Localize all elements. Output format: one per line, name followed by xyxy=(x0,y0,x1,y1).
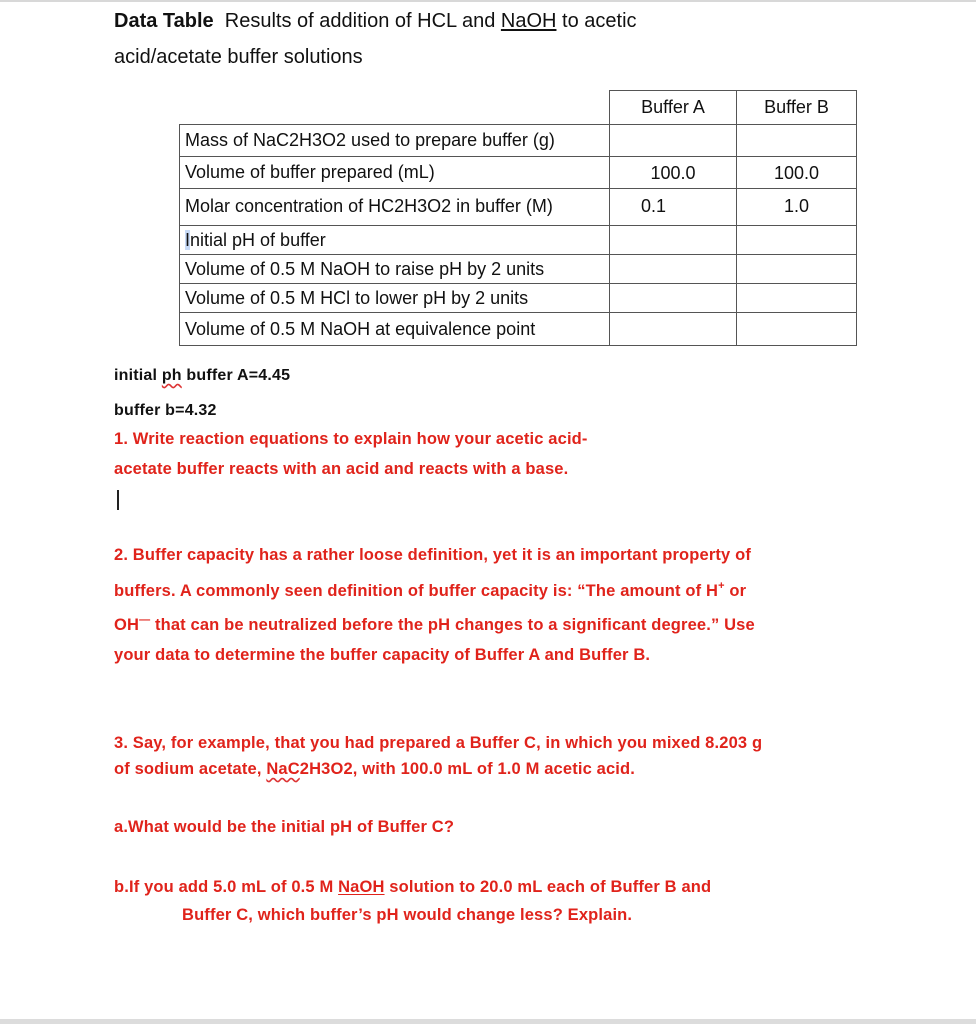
question-1-line-1: 1. Write reaction equations to explain how your acetic acid- xyxy=(114,430,588,448)
top-page-edge xyxy=(0,0,976,2)
question-3-line-1: 3. Say, for example, that you had prepared a Buffer C, in which you mixed 8.203 g xyxy=(114,734,763,752)
row-label-hcl-lower[interactable]: Volume of 0.5 M HCl to lower pH by 2 units xyxy=(179,283,610,313)
question-2-line-3 xyxy=(114,616,755,635)
cell-a-equivalence[interactable] xyxy=(609,312,737,346)
text-cursor xyxy=(117,490,119,510)
q3b-naoh-misspelling: NaOH xyxy=(338,878,385,896)
cell-b-equivalence[interactable] xyxy=(736,312,857,346)
q3-text-end: 2H3O2, with 100.0 mL of 1.0 M acetic acid. xyxy=(299,760,635,778)
cell-b-hcl-lower[interactable] xyxy=(736,283,857,313)
title-naoh-misspelling: NaOH xyxy=(500,10,557,32)
text-selection-highlight: I xyxy=(185,230,191,250)
row-label-initial-ph[interactable] xyxy=(179,225,610,255)
cell-b-mass[interactable] xyxy=(736,124,857,157)
row-label-volume[interactable]: Volume of buffer prepared (mL) xyxy=(179,156,610,189)
q2-oh-text: OH xyxy=(114,616,140,634)
row-label-initial-ph-text: nitial pH of buffer xyxy=(190,230,326,250)
col-header-buffer-b: Buffer B xyxy=(736,90,857,125)
question-2-line-4: your data to determine the buffer capacity of Buffer A and Buffer B. xyxy=(114,646,651,664)
question-1-line-2: acetate buffer reacts with an acid and reacts with a base. xyxy=(114,460,569,478)
question-2-line-2 xyxy=(114,582,746,601)
row-label-equivalence[interactable]: Volume of 0.5 M NaOH at equivalence point xyxy=(179,312,610,346)
title-bold: Data Table xyxy=(114,10,214,32)
title-text-end: to acetic xyxy=(556,10,637,32)
row-label-naoh-raise[interactable]: Volume of 0.5 M NaOH to raise pH by 2 units xyxy=(179,254,610,284)
note-ph-misspelling: ph xyxy=(161,367,182,384)
question-3b-line-1 xyxy=(114,878,711,897)
row-label-mass[interactable]: Mass of NaC2H3O2 used to prepare buffer (g) xyxy=(179,124,610,157)
cell-a-volume[interactable]: 100.0 xyxy=(609,156,737,189)
question-3b-line-2: Buffer C, which buffer’s pH would change less? Explain. xyxy=(182,906,633,924)
q2-superscript-minus: — xyxy=(139,614,151,626)
q3b-text-end: solution to 20.0 mL each of Buffer B and xyxy=(384,878,712,896)
document-title xyxy=(114,10,637,33)
row-label-molar-concentration[interactable]: Molar concentration of HC2H3O2 in buffer (M) xyxy=(179,188,610,226)
q2-line3-text: that can be neutralized before the pH changes to a significant degree.” Use xyxy=(150,616,755,634)
note-initial-ph-a xyxy=(114,367,290,385)
document-subtitle: acid/acetate buffer solutions xyxy=(114,46,363,68)
cell-a-naoh-raise[interactable] xyxy=(609,254,737,284)
note-text-end: buffer A=4.45 xyxy=(181,367,291,384)
cell-a-initial-ph[interactable] xyxy=(609,225,737,255)
question-3a: a.What would be the initial pH of Buffer C? xyxy=(114,818,455,836)
cell-b-volume[interactable]: 100.0 xyxy=(736,156,857,189)
cell-a-mass[interactable] xyxy=(609,124,737,157)
cell-b-naoh-raise[interactable] xyxy=(736,254,857,284)
question-3-line-2 xyxy=(114,760,635,779)
col-header-buffer-a: Buffer A xyxy=(609,90,737,125)
cell-b-molar[interactable]: 1.0 xyxy=(736,188,857,226)
title-text: Results of addition of HCL and xyxy=(224,10,501,32)
cell-a-molar[interactable]: 0.1 xyxy=(609,188,737,226)
bottom-page-edge xyxy=(0,1019,976,1024)
cell-b-initial-ph[interactable] xyxy=(736,225,857,255)
q2-text: buffers. A commonly seen definition of buffer capacity is: “The amount of H xyxy=(114,582,719,600)
note-buffer-b: buffer b=4.32 xyxy=(114,402,217,419)
q2-text-end: or xyxy=(724,582,747,600)
q3b-text: b.If you add 5.0 mL of 0.5 M xyxy=(114,878,339,896)
cell-a-hcl-lower[interactable] xyxy=(609,283,737,313)
q3-text: of sodium acetate, xyxy=(114,760,267,778)
q3-misspelling: NaC xyxy=(266,760,300,778)
question-2-line-1: 2. Buffer capacity has a rather loose definition, yet it is an important property of xyxy=(114,546,751,564)
note-text: initial xyxy=(114,367,162,384)
q2-superscript-plus: + xyxy=(718,580,725,592)
